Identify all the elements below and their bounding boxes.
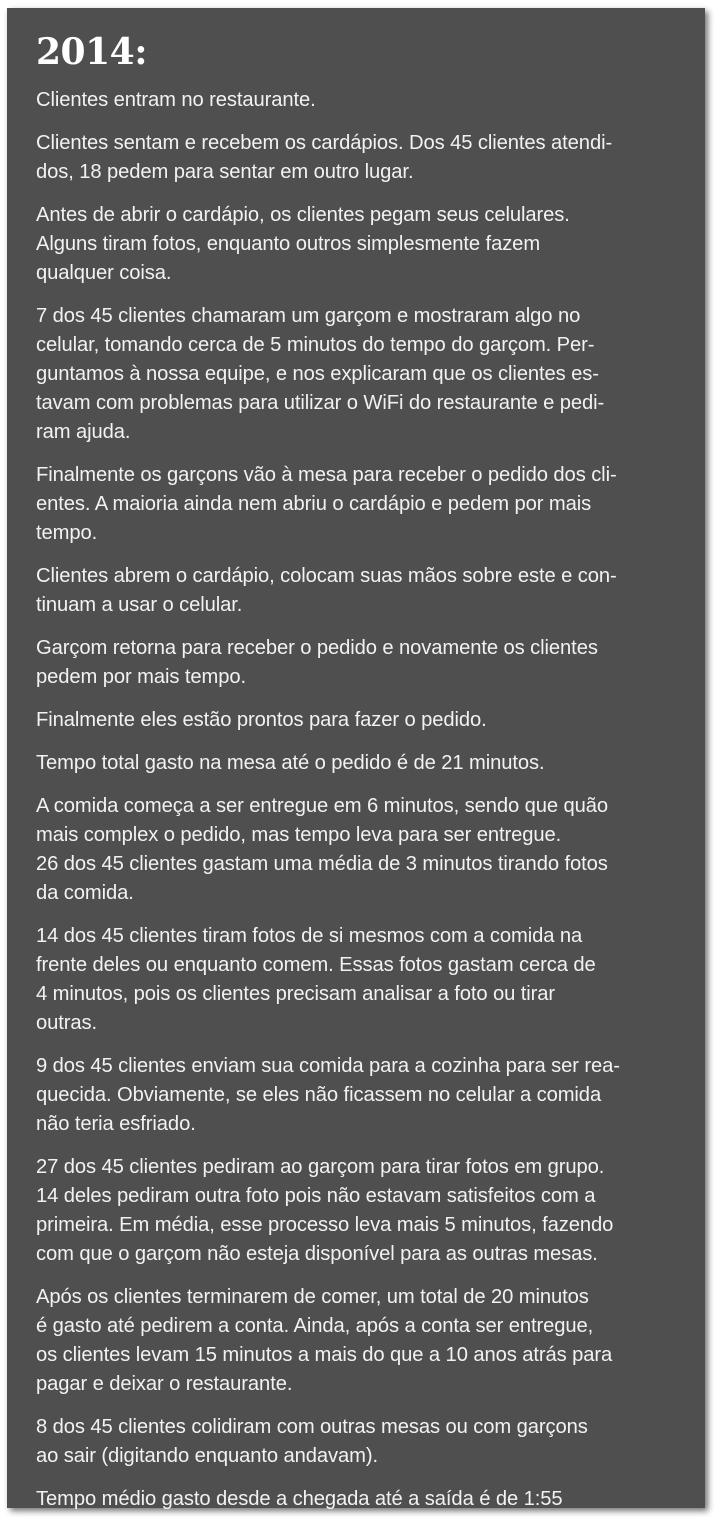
- text-line: Clientes sentam e recebem os cardápios. Dos 45 clientes atendi-: [36, 132, 613, 154]
- year-heading: 2014:: [36, 31, 147, 73]
- text-line: Tempo médio gasto desde a chegada até a saída é de 1:55: [36, 1488, 563, 1510]
- text-line: Alguns tiram fotos, enquanto outros simplesmente fazem: [36, 233, 541, 255]
- text-line: Finalmente os garçons vão à mesa para receber o pedido dos cli-: [36, 464, 617, 486]
- text-line: Após os clientes terminarem de comer, um total de 20 minutos: [36, 1286, 589, 1308]
- text-line: ram ajuda.: [36, 421, 131, 443]
- text-line: pedem por mais tempo.: [36, 666, 246, 688]
- paragraph: [36, 562, 677, 620]
- text-line: tavam com problemas para utilizar o WiFi do restaurante e pedi-: [36, 392, 605, 414]
- text-line: Antes de abrir o cardápio, os clientes pegam seus celulares.: [36, 204, 570, 226]
- paragraph: [36, 201, 677, 288]
- paragraph: [36, 922, 677, 1038]
- text-line: 7 dos 45 clientes chamaram um garçom e mostraram algo no: [36, 305, 581, 327]
- text-line: os clientes levam 15 minutos a mais do que a 10 anos atrás para: [36, 1344, 613, 1366]
- text-line: 27 dos 45 clientes pediram ao garçom para tirar fotos em grupo.: [36, 1156, 605, 1178]
- text-line: primeira. Em média, esse processo leva mais 5 minutos, fazendo: [36, 1214, 614, 1236]
- text-line: celular, tomando cerca de 5 minutos do tempo do garçom. Per-: [36, 334, 595, 356]
- text-line: 26 dos 45 clientes gastam uma média de 3 minutos tirando fotos: [36, 853, 608, 875]
- text-line: pagar e deixar o restaurante.: [36, 1373, 293, 1395]
- paragraph: [36, 302, 677, 447]
- paragraph: [36, 461, 677, 548]
- paragraph: [36, 749, 677, 778]
- paragraph: [36, 706, 677, 735]
- text-line: tinuam a usar o celular.: [36, 594, 243, 616]
- text-line: 9 dos 45 clientes enviam sua comida para a cozinha para ser rea-: [36, 1055, 620, 1077]
- text-line: mais complex o pedido, mas tempo leva para ser entregue.: [36, 824, 562, 846]
- paragraph: [36, 1413, 677, 1471]
- text-line: da comida.: [36, 882, 134, 904]
- text-line: 14 deles pediram outra foto pois não estavam satisfeitos com a: [36, 1185, 596, 1207]
- paragraph: [36, 1485, 677, 1514]
- text-line: tempo.: [36, 522, 98, 544]
- paragraph: [36, 634, 677, 692]
- text-panel: [7, 8, 705, 1508]
- text-line: outras.: [36, 1012, 98, 1034]
- paragraph: [36, 792, 677, 908]
- text-line: 14 dos 45 clientes tiram fotos de si mesmos com a comida na: [36, 925, 583, 947]
- text-line: Tempo total gasto na mesa até o pedido é de 21 minutos.: [36, 752, 545, 774]
- paragraph: [36, 129, 677, 187]
- text-line: Garçom retorna para receber o pedido e novamente os clientes: [36, 637, 598, 659]
- paragraph-list: [36, 86, 677, 1514]
- text-line: Clientes entram no restaurante.: [36, 89, 316, 111]
- text-line: quecida. Obviamente, se eles não ficassem no celular a comida: [36, 1084, 602, 1106]
- text-line: não teria esfriado.: [36, 1113, 196, 1135]
- paragraph: [36, 1052, 677, 1139]
- paragraph: [36, 1153, 677, 1269]
- text-line: Finalmente eles estão prontos para fazer o pedido.: [36, 709, 487, 731]
- text-line: 8 dos 45 clientes colidiram com outras mesas ou com garçons: [36, 1416, 588, 1438]
- text-line: A comida começa a ser entregue em 6 minutos, sendo que quão: [36, 795, 609, 817]
- text-line: 4 minutos, pois os clientes precisam analisar a foto ou tirar: [36, 983, 556, 1005]
- text-line: Clientes abrem o cardápio, colocam suas mãos sobre este e con-: [36, 565, 617, 587]
- text-line: com que o garçom não esteja disponível para as outras mesas.: [36, 1243, 598, 1265]
- text-line: dos, 18 pedem para sentar em outro lugar.: [36, 161, 414, 183]
- text-line: ao sair (digitando enquanto andavam).: [36, 1445, 378, 1467]
- text-line: é gasto até pedirem a conta. Ainda, após a conta ser entregue,: [36, 1315, 594, 1337]
- text-line: guntamos à nossa equipe, e nos explicaram que os clientes es-: [36, 363, 599, 385]
- text-line: qualquer coisa.: [36, 262, 172, 284]
- text-line: entes. A maioria ainda nem abriu o cardápio e pedem por mais: [36, 493, 592, 515]
- paragraph: [36, 86, 677, 115]
- text-line: frente deles ou enquanto comem. Essas fotos gastam cerca de: [36, 954, 596, 976]
- paragraph: [36, 1283, 677, 1399]
